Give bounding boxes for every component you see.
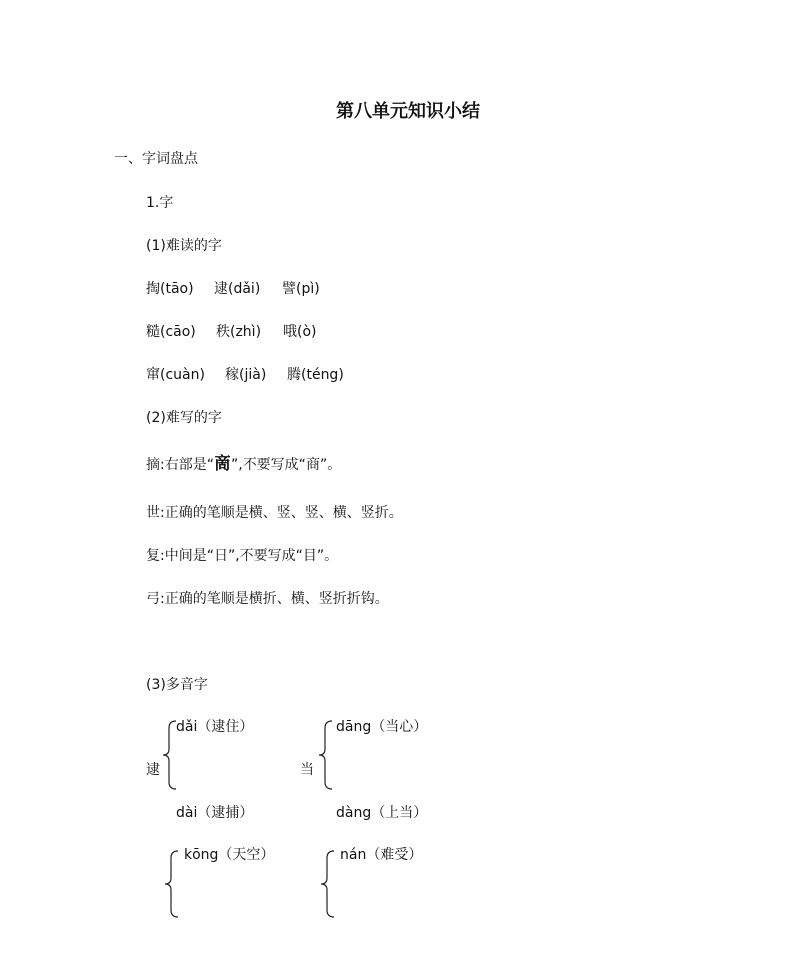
section-heading-words: 一、字词盘点 bbox=[114, 151, 198, 167]
rule-text: ”,不要写成“商”。 bbox=[230, 457, 342, 473]
left-brace-icon bbox=[316, 720, 334, 790]
polyphone-character: 当 bbox=[300, 762, 314, 778]
hard-read-item: 腾(téng) bbox=[287, 367, 344, 383]
hard-read-item: 糙(cāo) bbox=[146, 324, 196, 340]
polyphone-character: 逮 bbox=[146, 762, 160, 778]
polyphone-reading: nán（难受） bbox=[340, 847, 423, 863]
hard-write-rule: 弓:正确的笔顺是横折、横、竖折折钩。 bbox=[146, 591, 389, 607]
hard-write-rule: 复:中间是“日”,不要写成“目”。 bbox=[146, 548, 339, 564]
hard-read-item: 譬(pì) bbox=[282, 281, 320, 297]
subsection-heading-characters: 1.字 bbox=[146, 195, 174, 211]
polyphone-reading: dàng（上当） bbox=[336, 805, 428, 821]
hard-read-item: 哦(ò) bbox=[283, 324, 317, 340]
hard-read-item: 稼(jià) bbox=[225, 367, 267, 383]
hard-write-rule bbox=[146, 454, 341, 475]
left-brace-icon bbox=[318, 850, 336, 918]
polyphone-reading: dǎi（逮住） bbox=[176, 719, 254, 735]
hard-read-item: 逮(dǎi) bbox=[214, 281, 261, 297]
rule-text: 摘:右部是“ bbox=[146, 457, 214, 473]
polyphone-reading: dài（逮捕） bbox=[176, 805, 254, 821]
hard-read-item: 窜(cuàn) bbox=[146, 367, 205, 383]
hard-read-heading: (1)难读的字 bbox=[146, 238, 222, 254]
hard-read-item: 秩(zhì) bbox=[216, 324, 262, 340]
polyphone-reading: dāng（当心） bbox=[336, 719, 428, 735]
polyphone-heading: (3)多音字 bbox=[146, 677, 208, 693]
hard-read-item: 掏(tāo) bbox=[146, 281, 194, 297]
hard-write-heading: (2)难写的字 bbox=[146, 410, 222, 426]
left-brace-icon bbox=[162, 850, 180, 918]
polyphone-reading: kōng（天空） bbox=[184, 847, 275, 863]
hard-write-rule: 世:正确的笔顺是横、竖、竖、横、竖折。 bbox=[146, 505, 403, 521]
emphasized-character: 啇 bbox=[213, 454, 231, 474]
page-title: 第八单元知识小结 bbox=[336, 101, 480, 122]
